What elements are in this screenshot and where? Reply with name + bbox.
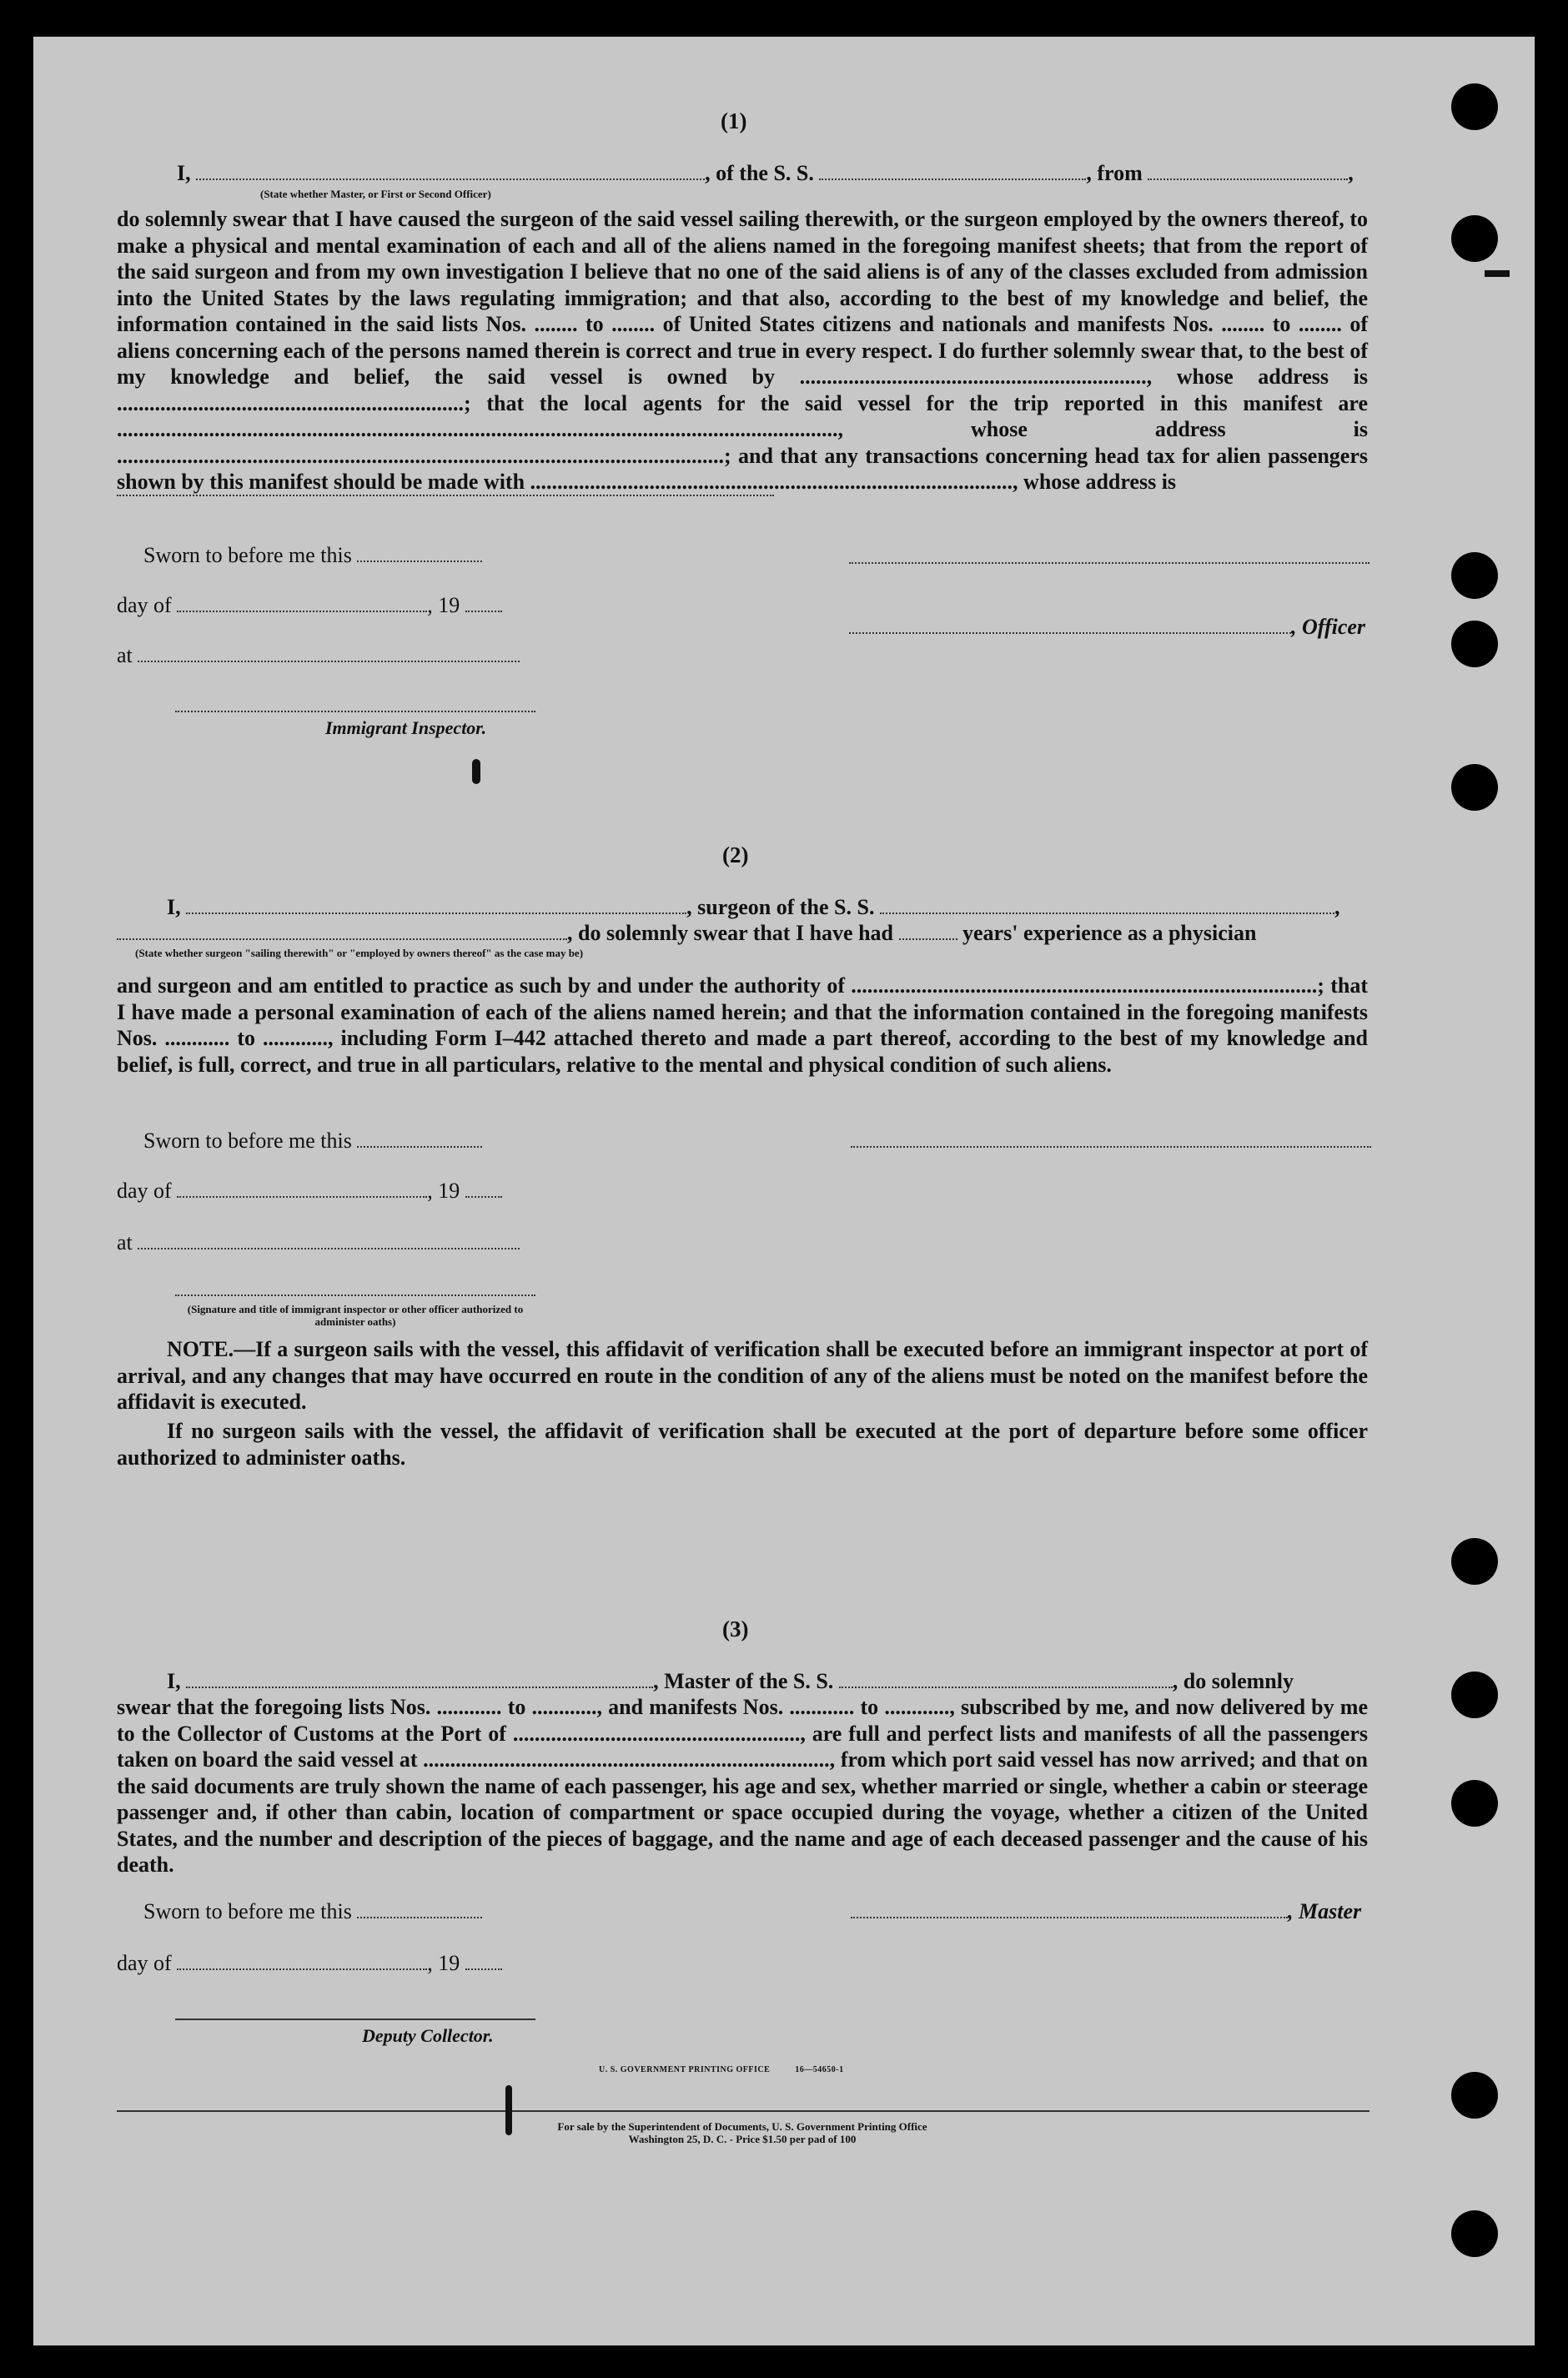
section-1-number: (1)	[721, 108, 747, 133]
section-2-body: and surgeon and am entitled to practice as such by and under the authority of ......................................................................................; that I have made a personal examination of each of the aliens named herein; and that the information contained in the foregoing manifests Nos. ............ to ............, including Form I–442 attached thereto and made a part thereof, according to the best of my knowledge and belief, is full, correct, and true in all particulars, relative to the mental and physical condition of such aliens.	[117, 973, 1368, 1077]
surgeon-status-field[interactable]	[117, 922, 567, 940]
section-2-number: (2)	[722, 842, 749, 867]
master-signature-line[interactable]	[849, 562, 1369, 564]
departure-port-field[interactable]	[1148, 162, 1348, 180]
at-line-2	[117, 1229, 520, 1255]
master-line	[851, 1898, 1361, 1924]
section-2-second-line	[117, 920, 1369, 946]
binder-hole	[1451, 2210, 1498, 2257]
day-of-field[interactable]	[177, 1952, 427, 1970]
day-of-field[interactable]	[177, 1179, 427, 1198]
section-2-note-1	[117, 1336, 1368, 1415]
scan-mark	[1485, 270, 1510, 277]
scan-mark	[505, 2085, 512, 2135]
day-of-label: day of	[117, 1951, 172, 1975]
day-of-label: day of	[117, 593, 172, 617]
binder-hole	[1451, 1780, 1498, 1827]
label-of-ss: , of the S. S.	[705, 161, 814, 185]
swear-label: , do solemnly swear that I have had	[567, 921, 894, 945]
binder-hole	[1451, 1538, 1498, 1585]
sworn-date-field[interactable]	[357, 544, 482, 562]
year-field[interactable]	[465, 1952, 502, 1970]
sworn-line-1	[143, 542, 482, 568]
surgeon-signature-line[interactable]	[851, 1146, 1371, 1148]
gpo-imprint: U. S. GOVERNMENT PRINTING OFFICE 16—54650-1	[599, 2065, 844, 2074]
deputy-collector-signature-line[interactable]	[175, 2019, 535, 2020]
section-1-header-line	[177, 160, 1395, 186]
do-solemnly-label: , do solemnly	[1172, 1669, 1294, 1693]
surgeon-name-field[interactable]	[186, 896, 686, 914]
section-1-end-line[interactable]	[117, 495, 774, 496]
sworn-date-field[interactable]	[357, 1129, 482, 1148]
immigrant-inspector-label: Immigrant Inspector.	[325, 717, 487, 738]
section-3-body: swear that the foregoing lists Nos. ............ to ............, and manifests Nos. ............ to ............, subscribed by me, and now delivered by me to the Collector of Customs at the Port of ....................................................., are full and perfect lists and manifests of all the passengers taken on board the said vessel at ..........................................................................., from which port said vessel has now arrived; and that on the said documents are truly shown the name of each passenger, his age and sex, whether married or single, whether a cabin or steerage passenger and, if other than cabin, location of compartment or space occupied during the voyage, whether a citizen of the United States, and the number and description of the pieces of baggage, and the name and age of each deceased passenger and the cause of his death.	[117, 1695, 1368, 1877]
at-place-field[interactable]	[138, 644, 520, 662]
binder-hole	[1451, 621, 1498, 667]
vessel-name-field[interactable]	[819, 162, 1086, 180]
year-label: , 19	[427, 1179, 460, 1203]
binder-hole	[1451, 215, 1498, 262]
section-2-note-2: If no surgeon sails with the vessel, the affidavit of verification shall be executed at the port of departure before some officer authorized to administer oaths.	[117, 1419, 1368, 1470]
master-signature-field[interactable]	[851, 1900, 1288, 1918]
signature-title-note: (Signature and title of immigrant inspector or other officer authorized to administer oaths)	[187, 1303, 524, 1328]
day-of-line-3	[117, 1950, 502, 1976]
year-label: , 19	[427, 593, 460, 617]
deputy-collector-label: Deputy Collector.	[362, 2025, 494, 2046]
master-label: , Master	[1288, 1899, 1362, 1923]
label-from: , from	[1086, 161, 1143, 185]
officer-name-field[interactable]	[196, 162, 705, 180]
label-i: I,	[177, 161, 191, 185]
inspector-signature-line[interactable]	[175, 711, 535, 712]
sworn-date-field[interactable]	[357, 1900, 482, 1918]
binder-hole	[1451, 83, 1498, 130]
sale-notice	[367, 2120, 1118, 2145]
note-label: NOTE.	[167, 1337, 234, 1361]
at-place-field[interactable]	[138, 1231, 520, 1249]
binder-hole	[1451, 1672, 1498, 1718]
officer-signature-field[interactable]	[849, 616, 1291, 634]
sworn-label: Sworn to before me this	[143, 543, 352, 567]
officer-line	[849, 614, 1365, 640]
years-label: years' experience as a physician	[962, 921, 1257, 945]
comma: ,	[1334, 895, 1340, 919]
section-1-body: do solemnly swear that I have caused the surgeon of the said vessel sailing therewith, or the surgeon employed by the owners thereof, to make a physical and mental examination of each and all of the aliens named in the foregoing manifest sheets; that from the report of the said surgeon and from my own investigation I believe that no one of the said aliens is of any of the classes excluded from admission into the United States by the laws regulating immigration; and that also, according to the best of my knowledge and belief, the information contained in the said lists Nos. ........ to ........ of United States citizens and nationals and manifests Nos. ........ to ........ of aliens concerning each of the persons named therein is correct and true in every respect. I do further solemnly swear that, to the best of my knowledge and belief, the said vessel is owned by ................................................................, whose address is ................................................................; that the local agents for the said vessel for the trip reported in this manifest are ....................................................................................................................................., whose address is ................................................................................................................; and that any transactions concerning head tax for alien passengers shown by this manifest should be made with ........................................................................................., whose address is	[117, 207, 1368, 494]
section-3-number: (3)	[722, 1616, 749, 1641]
vessel-name-field[interactable]	[880, 896, 1334, 914]
label-i: I,	[167, 1669, 181, 1693]
section-2-header-line	[167, 894, 1376, 920]
year-field[interactable]	[465, 594, 502, 612]
at-line-1	[117, 642, 520, 668]
vessel-name-field[interactable]	[839, 1670, 1173, 1688]
at-label: at	[117, 643, 133, 667]
footer-rule	[117, 2110, 1369, 2112]
scan-mark	[472, 759, 480, 784]
officer-label: , Officer	[1291, 615, 1366, 639]
sworn-line-2	[143, 1128, 482, 1154]
years-experience-field[interactable]	[899, 922, 957, 940]
note-1-text: —If a surgeon sails with the vessel, this affidavit of verification shall be executed before an immigrant inspector at port of arrival, and any changes that may have occurred en route in the condition of any of the aliens must be noted on the manifest before the affidavit is executed.	[117, 1337, 1368, 1414]
binder-hole	[1451, 552, 1498, 599]
label-master-of-ss: , Master of the S. S.	[653, 1669, 834, 1693]
inspector-signature-line[interactable]	[175, 1295, 535, 1296]
sale-line-1: For sale by the Superintendent of Documents, U. S. Government Printing Office	[557, 2120, 927, 2133]
section-1-officer-note: (State whether Master, or First or Second Officer)	[260, 188, 491, 200]
day-of-field[interactable]	[177, 594, 427, 612]
day-of-line-2	[117, 1178, 502, 1204]
document-page	[33, 37, 1535, 2345]
year-label: , 19	[427, 1951, 460, 1975]
binder-hole	[1451, 764, 1498, 811]
master-name-field[interactable]	[186, 1670, 653, 1688]
section-3-header-line	[167, 1668, 1376, 1694]
year-field[interactable]	[465, 1179, 502, 1198]
label-i: I,	[167, 895, 181, 919]
sworn-label: Sworn to before me this	[143, 1129, 352, 1153]
sworn-line-3	[143, 1898, 482, 1924]
binder-hole	[1451, 2072, 1498, 2119]
sworn-label: Sworn to before me this	[143, 1899, 352, 1923]
label-surgeon-of-ss: , surgeon of the S. S.	[686, 895, 875, 919]
sale-line-2: Washington 25, D. C. - Price $1.50 per pad of 100	[628, 2133, 857, 2145]
comma: ,	[1348, 161, 1354, 185]
day-of-label: day of	[117, 1179, 172, 1203]
section-2-surgeon-note: (State whether surgeon "sailing therewith" or "employed by owners thereof" as the case may be)	[135, 947, 584, 959]
day-of-line-1	[117, 592, 502, 618]
at-label: at	[117, 1230, 133, 1254]
